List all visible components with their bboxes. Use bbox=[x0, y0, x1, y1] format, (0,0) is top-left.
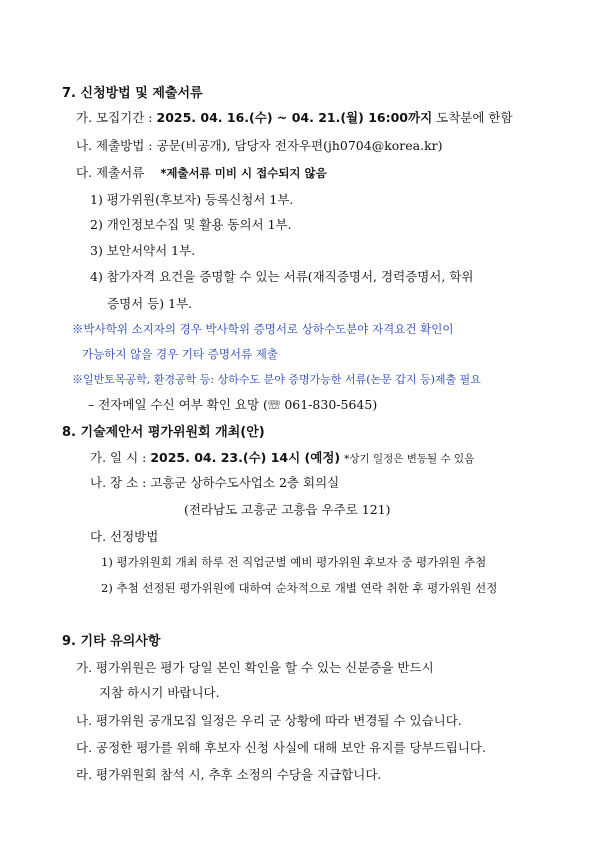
notice-doctorate-cont: 가능하지 않을 경우 기타 증명서류 제출 bbox=[82, 347, 279, 361]
notice-engineering: ※일반토목공학, 환경공학 등: 상하수도 분야 증명가능한 서류(논문 갑지 등)제출 필요 bbox=[72, 373, 481, 386]
submit-docs bbox=[76, 164, 327, 182]
doc-item: 3) 보안서약서 1부. bbox=[90, 243, 196, 258]
doc-item: 2) 개인정보수집 및 활용 동의서 1부. bbox=[90, 217, 292, 232]
section-7-title: 7. 신청방법 및 제출서류 bbox=[62, 86, 203, 101]
notice-item bbox=[76, 659, 534, 677]
notice-doctorate: ※박사학위 소지자의 경우 박사학위 증명서로 상하수도분야 자격요건 확인이 bbox=[72, 322, 454, 336]
notice-item-cont: 지참 하시기 바랍니다. bbox=[99, 685, 220, 700]
notice-item: 다. 공정한 평가를 위해 후보자 신청 사실에 대해 보안 유지를 당부드립니다. bbox=[76, 740, 486, 755]
doc-item: 4) 참가자격 요건을 증명할 수 있는 서류(재직증명서, 경력증명서, 학위 bbox=[90, 269, 474, 284]
submit-method-label: 나. 제출방법 : bbox=[76, 138, 153, 153]
meeting-place-value: 고흥군 상하수도사업소 2층 회의실 bbox=[150, 475, 340, 490]
meeting-date-value: 2025. 04. 23.(수) 14시 (예정) bbox=[150, 450, 341, 465]
selection-method-label: 다. 선정방법 bbox=[90, 529, 159, 544]
submit-method-value: 공문(비공개), 담당자 전자우편(jh0704@korea.kr) bbox=[156, 138, 443, 153]
email-confirm: – 전자메일 수신 여부 확인 요망 (☏ 061-830-5645) bbox=[88, 397, 378, 412]
section-8-title: 8. 기술제안서 평가위원회 개최(안) bbox=[62, 425, 265, 440]
doc-item: 1) 평가위원(후보자) 등록신청서 1부. bbox=[90, 192, 294, 207]
notice-item: 라. 평가위원회 참석 시, 추후 소정의 수당을 지급합니다. bbox=[76, 767, 382, 782]
meeting-place-label: 나. 장 소 : bbox=[90, 475, 147, 490]
selection-method-item: 2) 추첨 선정된 평가위원에 대하여 순차적으로 개별 연락 취한 후 평가위원 선정 bbox=[101, 581, 498, 595]
meeting-date-label: 가. 일 시 : bbox=[90, 450, 147, 465]
notice-item-text: 가. 평가위원은 평가 당일 본인 확인을 할 수 있는 신분증을 반드시 bbox=[76, 660, 434, 675]
selection-method-item: 1) 평가위원회 개최 하루 전 직업군별 예비 평가위원 후보자 중 평가위원 추첨 bbox=[101, 555, 487, 569]
recruit-period bbox=[76, 109, 513, 127]
meeting-place bbox=[90, 474, 339, 492]
recruit-period-value: 2025. 04. 16.(수) ~ 04. 21.(월) 16:00까지 bbox=[156, 110, 433, 125]
recruit-period-label: 가. 모집기간 : bbox=[76, 110, 153, 125]
section-9-title: 9. 기타 유의사항 bbox=[62, 634, 161, 649]
notice-item: 나. 평가위원 공개모집 일정은 우리 군 상황에 따라 변경될 수 있습니다. bbox=[76, 713, 462, 728]
submit-docs-note: *제출서류 미비 시 접수되지 않음 bbox=[160, 166, 327, 180]
meeting-date-note: *상기 일정은 변동될 수 있음 bbox=[344, 453, 475, 465]
doc-item: 증명서 등) 1부. bbox=[107, 296, 193, 311]
meeting-date bbox=[90, 449, 474, 468]
recruit-period-suffix: 도착분에 한함 bbox=[436, 110, 513, 125]
meeting-address: (전라남도 고흥군 고흥읍 우주로 121) bbox=[184, 502, 391, 517]
submit-method bbox=[76, 137, 443, 155]
submit-docs-label: 다. 제출서류 bbox=[76, 165, 145, 180]
